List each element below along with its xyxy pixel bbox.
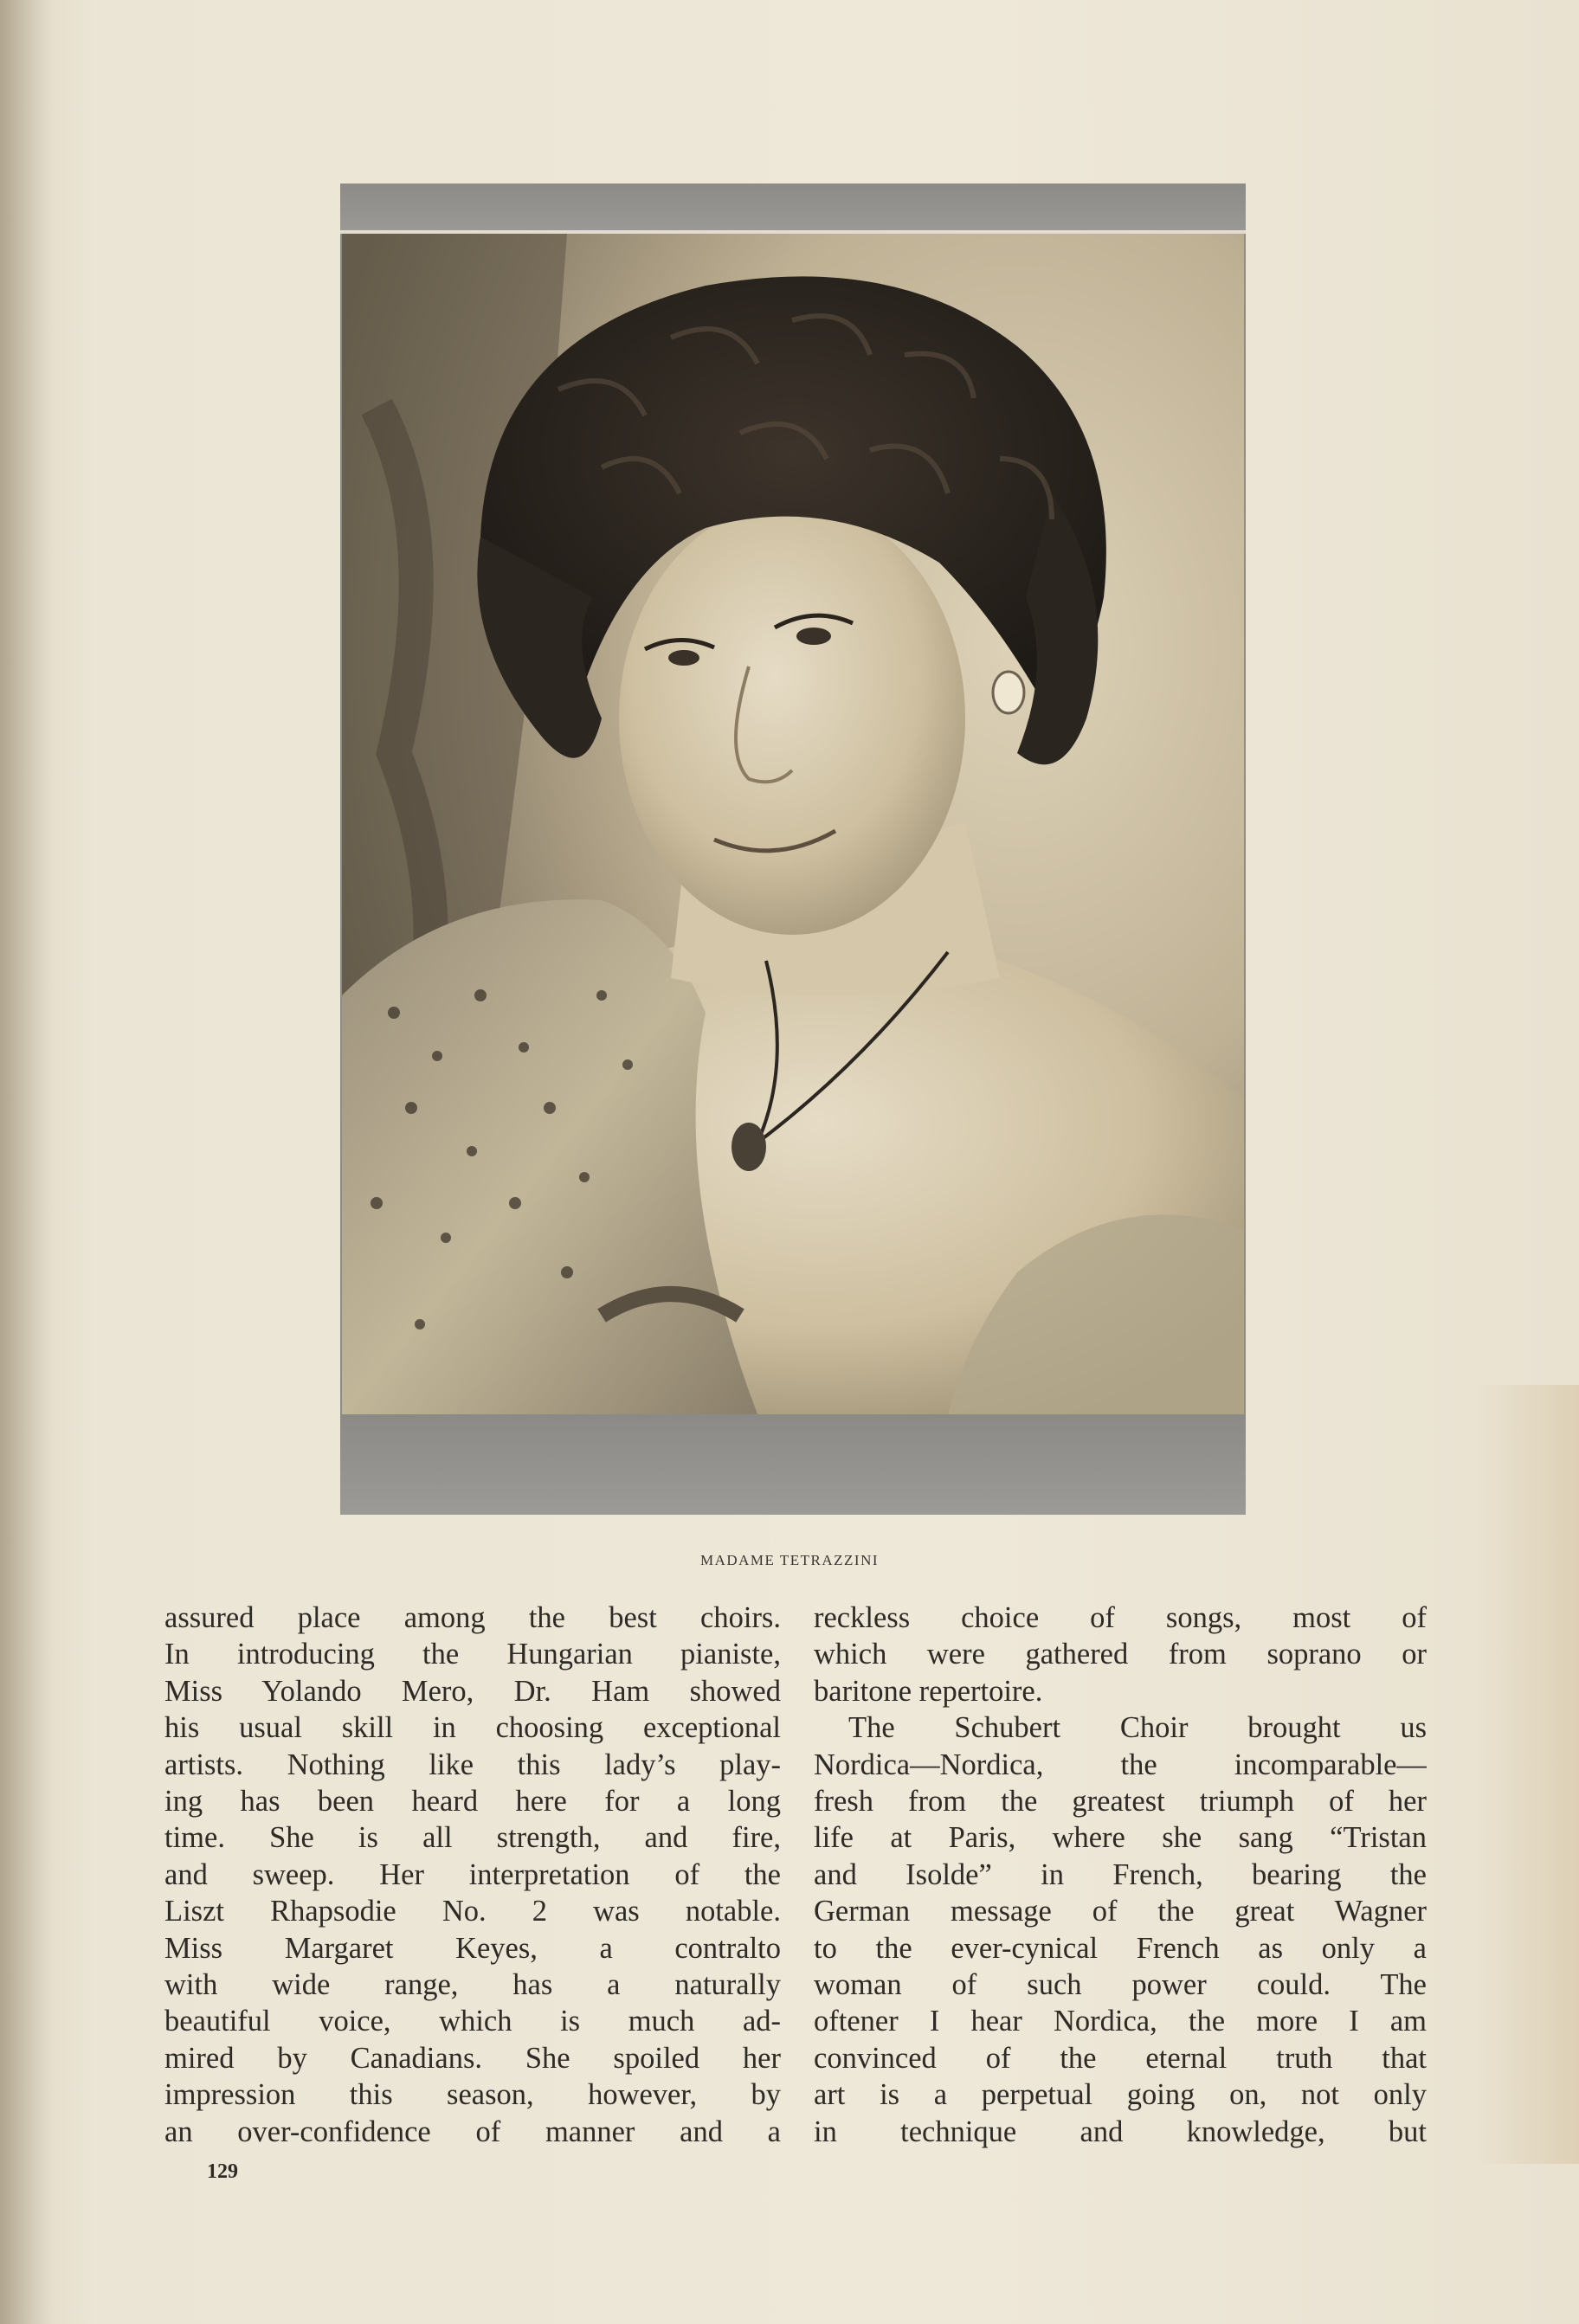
text-line: convinced of the eternal truth that bbox=[814, 2041, 1427, 2075]
text-line: assured place among the best choirs. bbox=[164, 1601, 781, 1634]
text-line: beautiful voice, which is much ad- bbox=[164, 2005, 781, 2038]
text-line: his usual skill in choosing exceptional bbox=[164, 1711, 781, 1745]
text-line: mired by Canadians. She spoiled her bbox=[164, 2041, 781, 2075]
text-line: an over-confidence of manner and a bbox=[164, 2115, 781, 2148]
paper-stain bbox=[1475, 1385, 1579, 2164]
text-line: art is a perpetual going on, not only bbox=[814, 2078, 1427, 2112]
right-text-column bbox=[814, 1600, 1427, 2150]
photo-caption: MADAME TETRAZZINI bbox=[699, 1552, 880, 1568]
text-line: and sweep. Her interpretation of the bbox=[164, 1857, 781, 1891]
text-line: artists. Nothing like this lady’s play- bbox=[164, 1748, 781, 1781]
text-line: life at Paris, where she sang “Tristan bbox=[814, 1821, 1427, 1855]
text-line: Nordica—Nordica, the incomparable— bbox=[814, 1748, 1427, 1781]
right-paragraph-2 bbox=[814, 1709, 1427, 2150]
text-line: woman of such power could. The bbox=[814, 1968, 1427, 2002]
text-line: and Isolde” in French, bearing the bbox=[814, 1857, 1427, 1891]
portrait-illustration bbox=[342, 234, 1244, 1414]
text-line: fresh from the greatest triumph of her bbox=[814, 1785, 1427, 1819]
text-line: The Schubert Choir brought us bbox=[848, 1711, 1427, 1745]
page-number: 129 bbox=[207, 2160, 238, 2183]
text-line: impression this season, however, by bbox=[164, 2078, 781, 2112]
text-line: reckless choice of songs, most of bbox=[814, 1601, 1427, 1634]
text-line: oftener I hear Nordica, the more I am bbox=[814, 2005, 1427, 2038]
text-line: to the ever-cynical French as only a bbox=[814, 1931, 1427, 1965]
text-line: ing has been heard here for a long bbox=[164, 1785, 781, 1819]
text-line: baritone repertoire. bbox=[814, 1674, 1043, 1708]
left-paragraph bbox=[164, 1600, 781, 2150]
gutter-shadow bbox=[0, 0, 52, 2324]
text-line: Liszt Rhapsodie No. 2 was notable. bbox=[164, 1895, 781, 1928]
portrait-photograph bbox=[342, 234, 1244, 1414]
text-line: which were gathered from soprano or bbox=[814, 1638, 1427, 1671]
right-paragraph-1 bbox=[814, 1600, 1427, 1709]
text-line: Miss Yolando Mero, Dr. Ham showed bbox=[164, 1674, 781, 1708]
text-line: In introducing the Hungarian pianiste, bbox=[164, 1638, 781, 1671]
plate-top-border bbox=[340, 183, 1246, 230]
photo-plate bbox=[340, 183, 1246, 1515]
text-line: in technique and knowledge, but bbox=[814, 2115, 1427, 2148]
left-text-column bbox=[164, 1600, 781, 2150]
text-line: time. She is all strength, and fire, bbox=[164, 1821, 781, 1855]
text-line: with wide range, has a naturally bbox=[164, 1968, 781, 2002]
text-line: German message of the great Wagner bbox=[814, 1895, 1427, 1928]
plate-bottom-border bbox=[340, 1414, 1246, 1515]
text-line: Miss Margaret Keyes, a contralto bbox=[164, 1931, 781, 1965]
